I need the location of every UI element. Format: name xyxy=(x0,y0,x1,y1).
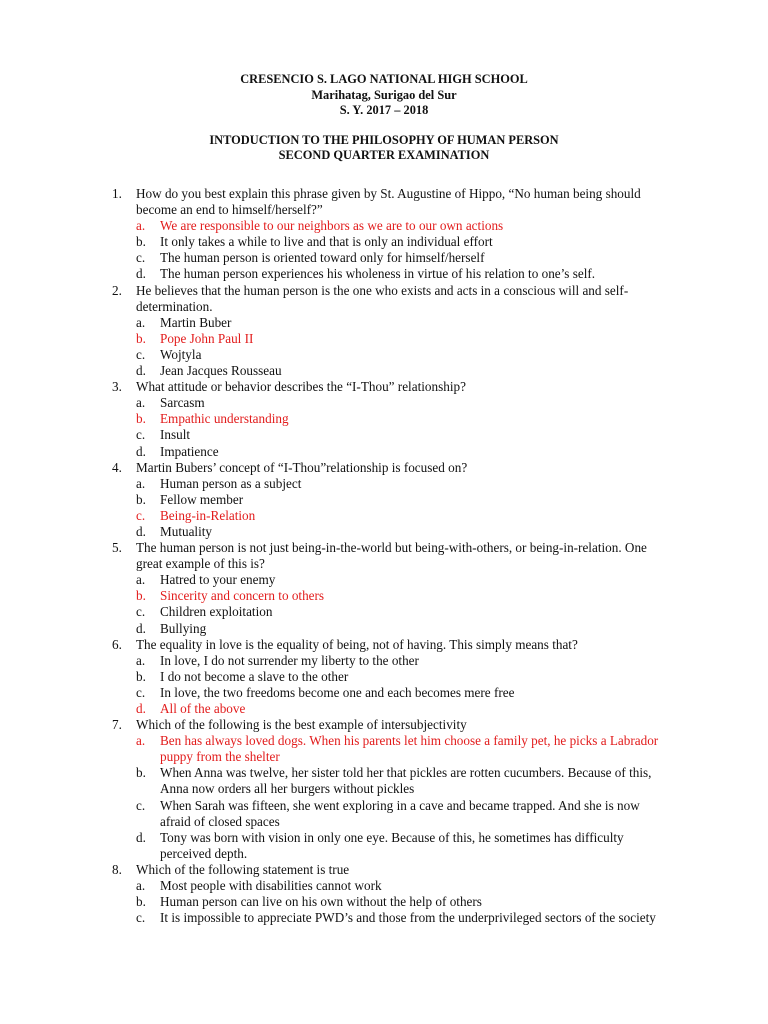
option-text: Human person as a subject xyxy=(160,475,302,491)
question-number: 8. xyxy=(112,861,122,877)
option-letter: c. xyxy=(136,346,146,362)
option-text: Mutuality xyxy=(160,523,213,539)
question-text: How do you best explain this phrase given by St. Augustine of Hippo, “No human being should become an end to himself/herself?” xyxy=(136,186,641,218)
option-text: It is impossible to appreciate PWD’s and those from the underprivileged sectors of the society xyxy=(160,910,656,926)
correct-answer-option xyxy=(136,218,672,234)
question-item xyxy=(112,186,672,283)
question-item xyxy=(112,717,672,862)
answer-option xyxy=(136,830,672,862)
option-letter: b. xyxy=(136,588,146,604)
option-list xyxy=(136,395,672,459)
question-item xyxy=(112,540,672,637)
option-text: All of the above xyxy=(160,701,246,716)
question-text: Martin Bubers’ concept of “I-Thou”relationship is focused on? xyxy=(136,459,468,475)
question-number: 3. xyxy=(112,379,122,395)
option-text: Martin Buber xyxy=(160,314,232,330)
option-list xyxy=(136,733,672,862)
option-text: When Anna was twelve, her sister told her that pickles are rotten cucumbers. Because of this, Anna now orders all her burgers without pickles xyxy=(160,765,652,797)
question-text: The human person is not just being-in-the-world but being-with-others, or being-in-relation. One great example of this is? xyxy=(136,540,647,572)
answer-option xyxy=(136,798,672,830)
option-letter: c. xyxy=(136,797,146,813)
correct-answer-option xyxy=(136,508,672,524)
correct-answer-option xyxy=(136,733,672,765)
answer-option xyxy=(136,621,672,637)
option-letter: b. xyxy=(136,234,146,250)
question-number: 2. xyxy=(112,282,122,298)
exam-title: SECOND QUARTER EXAMINATION xyxy=(278,148,490,162)
option-letter: d. xyxy=(136,363,146,379)
option-letter: b. xyxy=(136,894,146,910)
question-list xyxy=(112,186,672,926)
option-list xyxy=(136,653,672,717)
question-text: Which of the following is the best example of intersubjectivity xyxy=(136,717,467,733)
answer-option xyxy=(136,685,672,701)
subject-title: INTODUCTION TO THE PHILOSOPHY OF HUMAN PERSON xyxy=(209,132,559,147)
option-letter: d. xyxy=(136,620,146,636)
answer-option xyxy=(136,878,672,894)
option-letter: b. xyxy=(136,765,146,781)
answer-option xyxy=(136,250,672,266)
answer-option xyxy=(136,347,672,363)
answer-option xyxy=(136,444,672,460)
option-letter: a. xyxy=(136,733,146,749)
option-text: In love, I do not surrender my liberty to the other xyxy=(160,652,419,668)
answer-option xyxy=(136,476,672,492)
answer-option xyxy=(136,604,672,620)
option-letter: d. xyxy=(136,701,146,716)
correct-answer-option xyxy=(136,411,672,427)
option-text: Bullying xyxy=(160,620,207,636)
option-text: Pope John Paul II xyxy=(160,330,254,346)
option-text: Wojtyla xyxy=(160,346,202,362)
option-list xyxy=(136,476,672,540)
option-text: Fellow member xyxy=(160,491,244,507)
answer-option xyxy=(136,765,672,797)
option-letter: c. xyxy=(136,604,146,620)
option-letter: d. xyxy=(136,266,146,282)
exam-header xyxy=(0,72,768,164)
answer-option xyxy=(136,395,672,411)
option-letter: b. xyxy=(136,668,146,684)
option-text: Hatred to your enemy xyxy=(160,572,276,588)
school-location: Marihatag, Surigao del Sur xyxy=(311,87,457,102)
answer-option xyxy=(136,363,672,379)
option-text: Jean Jacques Rousseau xyxy=(160,363,282,379)
question-text: What attitude or behavior describes the “I-Thou” relationship? xyxy=(136,379,466,395)
answer-option xyxy=(136,315,672,331)
option-letter: d. xyxy=(136,443,146,459)
question-number: 6. xyxy=(112,636,122,652)
option-letter: b. xyxy=(136,411,146,427)
school-year: S. Y. 2017 – 2018 xyxy=(339,103,429,117)
option-text: Human person can live on his own without the help of others xyxy=(160,894,482,910)
answer-option xyxy=(136,910,672,926)
option-text: I do not become a slave to the other xyxy=(160,668,349,684)
option-text: Empathic understanding xyxy=(160,411,289,427)
option-letter: c. xyxy=(136,507,146,523)
option-text: When Sarah was fifteen, she went exploring in a cave and became trapped. And she is now afraid of closed spaces xyxy=(160,797,640,829)
option-text: Most people with disabilities cannot work xyxy=(160,878,382,894)
question-number: 5. xyxy=(112,540,122,556)
option-letter: d. xyxy=(136,523,146,539)
option-text: The human person experiences his wholeness in virtue of his relation to one’s self. xyxy=(160,266,596,282)
correct-answer-option xyxy=(136,701,672,717)
question-item xyxy=(112,379,672,459)
option-letter: a. xyxy=(136,218,146,234)
answer-option xyxy=(136,669,672,685)
option-letter: a. xyxy=(136,652,146,668)
option-text: Insult xyxy=(160,427,191,443)
option-letter: a. xyxy=(136,475,146,491)
question-number: 1. xyxy=(112,186,122,201)
option-letter: c. xyxy=(136,684,146,700)
option-letter: d. xyxy=(136,829,146,845)
option-letter: a. xyxy=(136,395,146,411)
option-text: Impatience xyxy=(160,443,219,459)
question-item xyxy=(112,862,672,926)
option-text: Sarcasm xyxy=(160,395,205,411)
option-text: Ben has always loved dogs. When his parents let him choose a family pet, he picks a Labrador puppy from the shelter xyxy=(160,733,659,765)
answer-option xyxy=(136,266,672,282)
option-text: The human person is oriented toward only for himself/herself xyxy=(160,250,485,266)
school-name: CRESENCIO S. LAGO NATIONAL HIGH SCHOOL xyxy=(240,72,528,86)
question-text: Which of the following statement is true xyxy=(136,861,350,877)
option-text: In love, the two freedoms become one and each becomes mere free xyxy=(160,684,515,700)
answer-option xyxy=(136,524,672,540)
option-letter: a. xyxy=(136,572,146,588)
question-item xyxy=(112,637,672,717)
question-number: 4. xyxy=(112,459,122,475)
answer-option xyxy=(136,653,672,669)
option-list xyxy=(136,218,672,282)
option-letter: a. xyxy=(136,314,146,330)
question-text: The equality in love is the equality of being, not of having. This simply means that? xyxy=(136,636,578,652)
question-item xyxy=(112,283,672,380)
question-text: He believes that the human person is the one who exists and acts in a conscious will and self-determination. xyxy=(136,282,629,314)
correct-answer-option xyxy=(136,588,672,604)
answer-option xyxy=(136,234,672,250)
option-letter: b. xyxy=(136,491,146,507)
option-letter: b. xyxy=(136,330,146,346)
question-number: 7. xyxy=(112,717,122,733)
answer-option xyxy=(136,492,672,508)
option-text: Tony was born with vision in only one eye. Because of this, he sometimes has difficulty perceived depth. xyxy=(160,829,624,861)
option-text: Being-in-Relation xyxy=(160,507,256,523)
answer-option xyxy=(136,427,672,443)
correct-answer-option xyxy=(136,331,672,347)
option-list xyxy=(136,878,672,926)
option-text: It only takes a while to live and that is only an individual effort xyxy=(160,234,493,250)
option-text: Sincerity and concern to others xyxy=(160,588,325,604)
option-text: Children exploitation xyxy=(160,604,273,620)
question-item xyxy=(112,460,672,540)
answer-option xyxy=(136,572,672,588)
option-list xyxy=(136,572,672,636)
option-letter: c. xyxy=(136,910,146,926)
option-list xyxy=(136,315,672,379)
option-letter: c. xyxy=(136,427,146,443)
answer-option xyxy=(136,894,672,910)
option-text: We are responsible to our neighbors as we are to our own actions xyxy=(160,218,504,234)
option-letter: a. xyxy=(136,878,146,894)
option-letter: c. xyxy=(136,250,146,266)
